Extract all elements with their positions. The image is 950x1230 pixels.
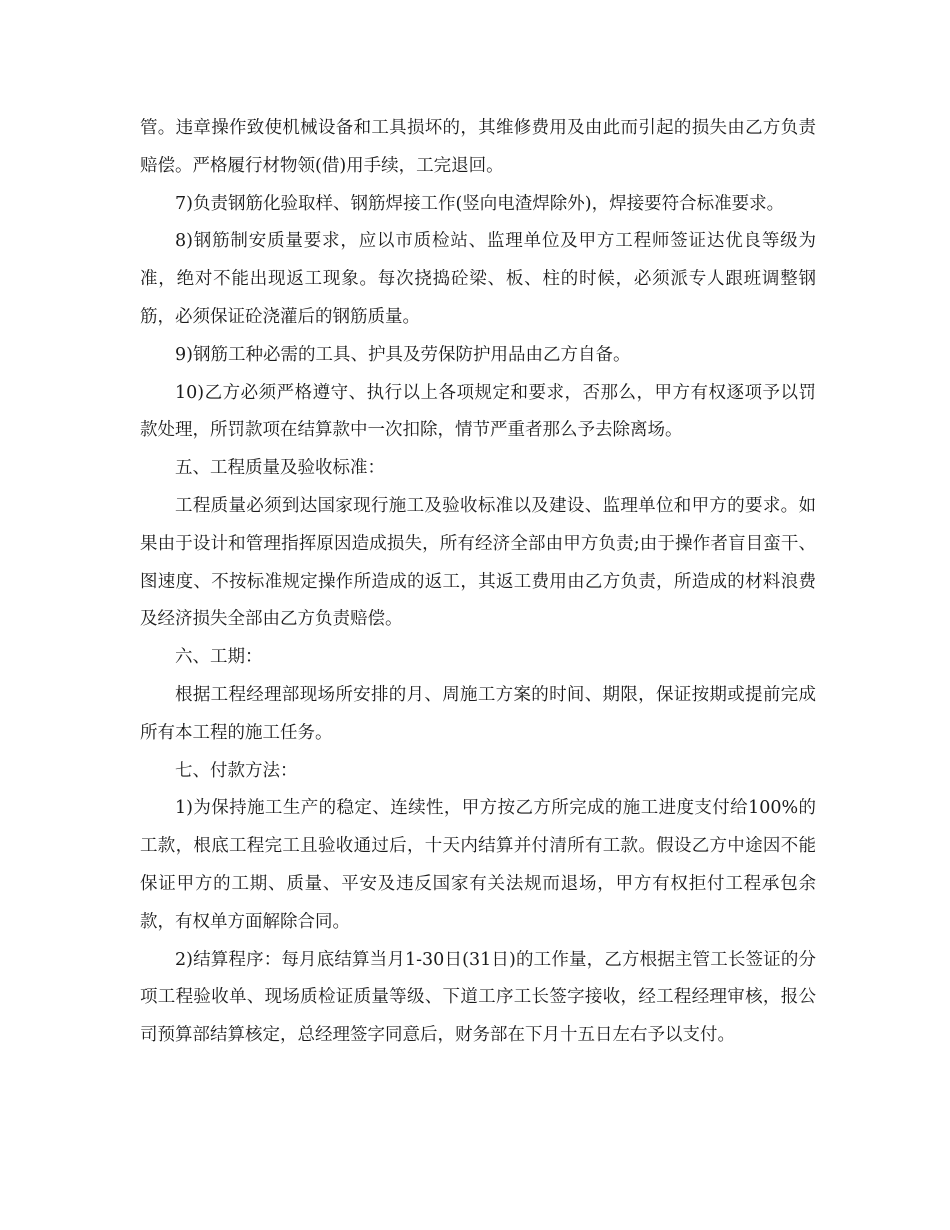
paragraph-payment-1: 1)为保持施工生产的稳定、连续性，甲方按乙方所完成的施工进度支付给100%的工款，根底工程完工且验收通过后，十天内结算并付清所有工款。假设乙方中途因不能保证甲方的工期、质量、平安及违反国家有关法规而退场，甲方有权拒付工程承包余款，有权单方面解除合同。 bbox=[140, 798, 816, 932]
paragraph-item-7: 7)负责钢筋化验取样、钢筋焊接工作(竖向电渣焊除外)，焊接要符合标准要求。 bbox=[175, 193, 785, 214]
section-heading-5: 五、工程质量及验收标准： bbox=[175, 458, 385, 479]
paragraph-schedule: 根据工程经理部现场所安排的月、周施工方案的时间、期限，保证按期或提前完成所有本工程的施工任务。 bbox=[140, 684, 816, 743]
paragraph-payment-2: 2)结算程序：每月底结算当月1-30日(31日)的工作量，乙方根据主管工长签证的分项工程验收单、现场质检证质量等级、下道工序工长签字接收，经工程经理审核，报公司预算部结算核定，总经理签字同意后，财务部在下月十五日左右予以支付。 bbox=[140, 949, 816, 1046]
paragraph-item-10: 10)乙方必须严格遵守、执行以上各项规定和要求，否那么，甲方有权逐项予以罚款处理，所罚款项在结算款中一次扣除，情节严重者那么予去除离场。 bbox=[140, 382, 816, 441]
section-heading-7: 七、付款方法： bbox=[175, 760, 298, 781]
paragraph-item-8: 8)钢筋制安质量要求，应以市质检站、监理单位及甲方工程师签证达优良等级为准，绝对不能出现返工现象。每次挠捣砼梁、板、柱的时候，必须派专人跟班调整钢筋，必须保证砼浇灌后的钢筋质量。 bbox=[140, 231, 816, 327]
paragraph-quality: 工程质量必须到达国家现行施工及验收标准以及建设、监理单位和甲方的要求。如果由于设计和管理指挥原因造成损失，所有经济全部由甲方负责;由于操作者盲目蛮干、图速度、不按标准规定操作所造成的返工，其返工费用由乙方负责，所造成的材料浪费及经济损失全部由乙方负责赔偿。 bbox=[140, 495, 816, 630]
document-body bbox=[140, 110, 816, 1055]
paragraph-item-9: 9)钢筋工种必需的工具、护具及劳保防护用品由乙方自备。 bbox=[175, 344, 631, 365]
section-heading-6: 六、工期： bbox=[175, 647, 263, 668]
paragraph-continuation: 管。违章操作致使机械设备和工具损坏的，其维修费用及由此而引起的损失由乙方负责赔偿。严格履行材物领(借)用手续，工完退回。 bbox=[140, 118, 816, 176]
